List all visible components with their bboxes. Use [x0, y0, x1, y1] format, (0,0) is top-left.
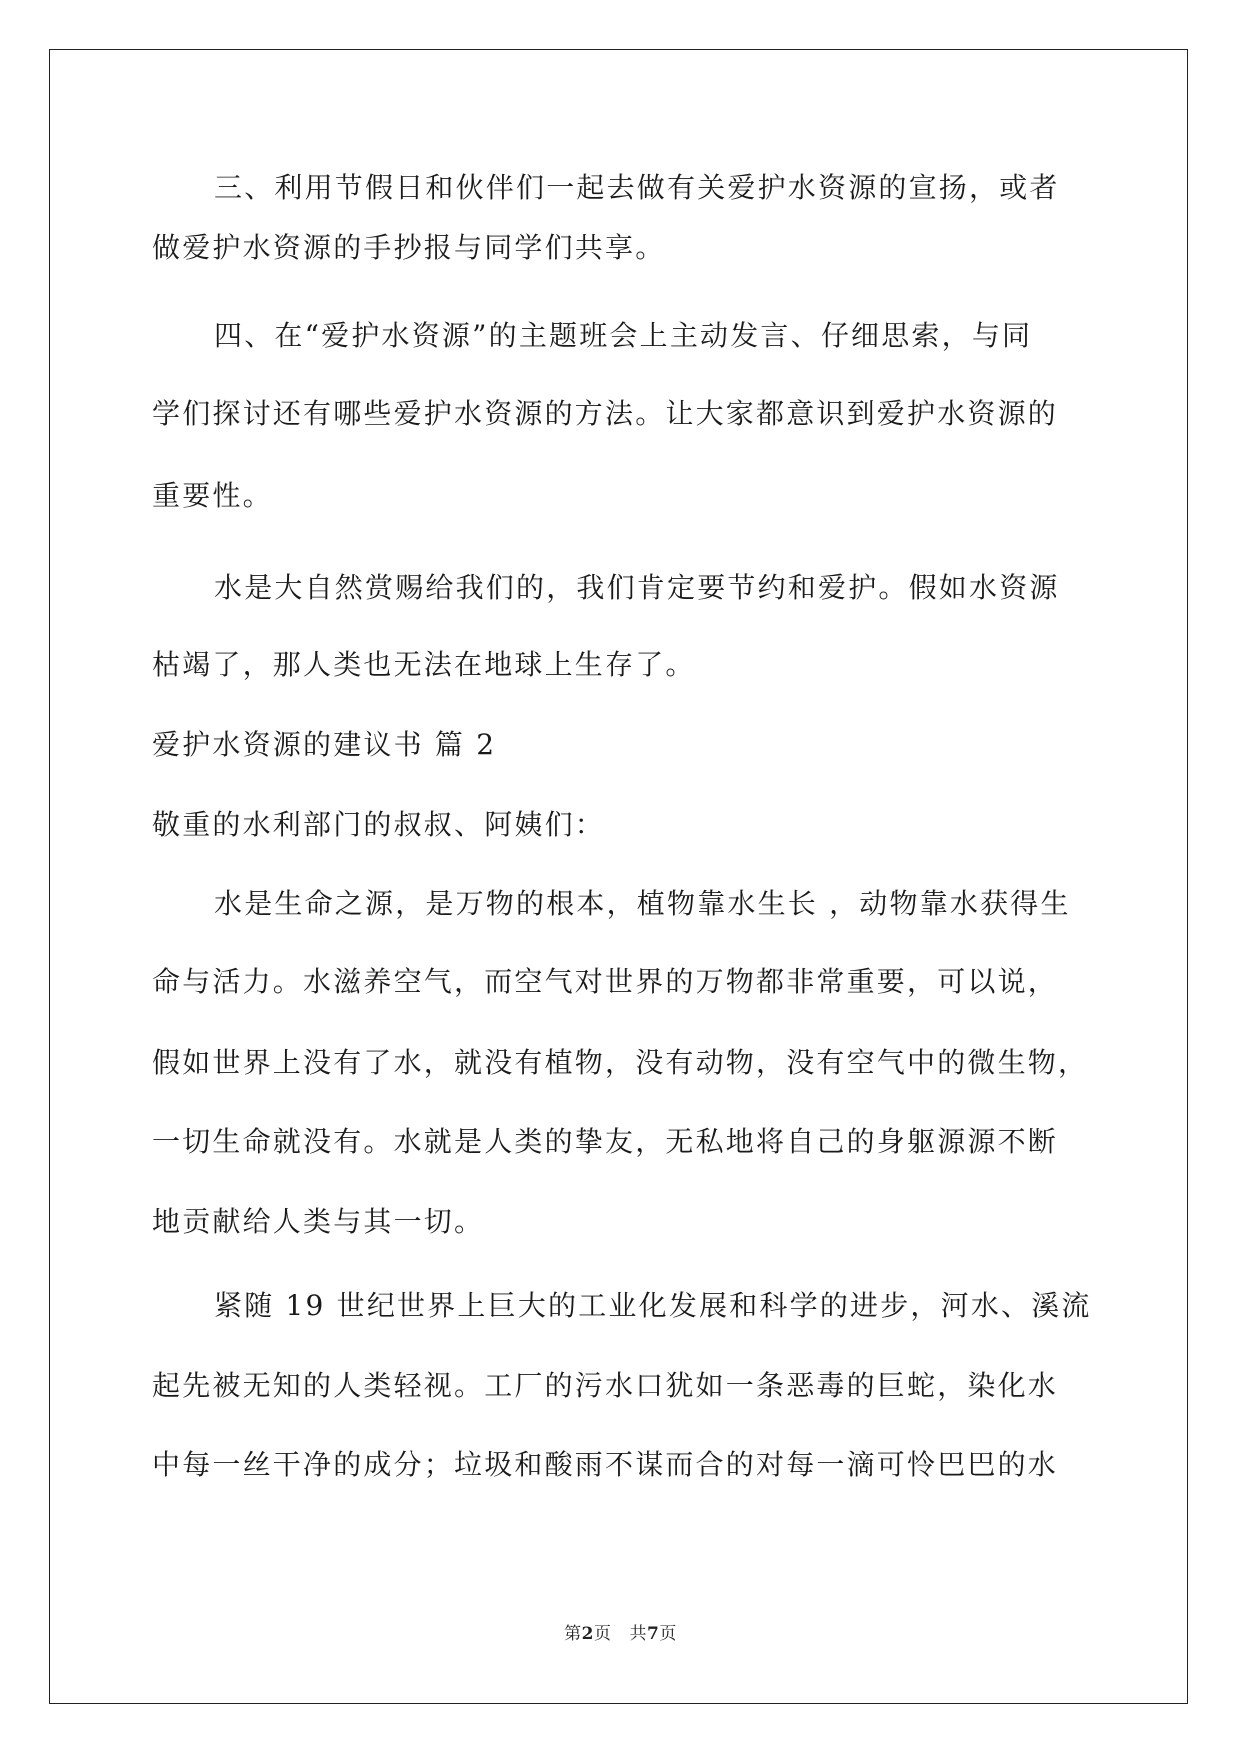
section-heading: 爱护水资源的建议书 篇 2 [152, 728, 497, 761]
page-mid: 页 [594, 1624, 612, 1644]
paragraph-line: 三、利用节假日和伙伴们一起去做有关爱护水资源的宣扬，或者 [214, 171, 1060, 204]
page-footer [0, 1622, 1241, 1646]
paragraph-line: 水是大自然赏赐给我们的，我们肯定要节约和爱护。假如水资源 [214, 571, 1060, 604]
page-current: 2 [581, 1624, 594, 1644]
paragraph-line: 重要性。 [152, 479, 273, 512]
paragraph-line: 枯竭了，那人类也无法在地球上生存了。 [152, 648, 696, 681]
paragraph-line: 起先被无知的人类轻视。工厂的污水口犹如一条恶毒的巨蛇，染化水 [152, 1369, 1059, 1402]
paragraph-line: 中每一丝干净的成分；垃圾和酸雨不谋而合的对每一滴可怜巴巴的水 [152, 1448, 1059, 1481]
total-prefix: 共 [629, 1624, 647, 1644]
paragraph-line: 命与活力。水滋养空气，而空气对世界的万物都非常重要，可以说， [152, 965, 1059, 998]
paragraph-line: 紧随 19 世纪世界上巨大的工业化发展和科学的进步，河水、溪流 [214, 1289, 1092, 1322]
page-total: 7 [647, 1624, 660, 1644]
paragraph-line: 假如世界上没有了水，就没有植物，没有动物，没有空气中的微生物， [152, 1046, 1089, 1079]
paragraph-line: 水是生命之源，是万物的根本，植物靠水生长 ，动物靠水获得生 [214, 887, 1071, 920]
total-suffix: 页 [659, 1624, 677, 1644]
paragraph-line: 地贡献给人类与其一切。 [152, 1205, 485, 1238]
paragraph-line: 四、在“爱护水资源”的主题班会上主动发言、仔细思索，与同 [214, 319, 1033, 352]
paragraph-line: 一切生命就没有。水就是人类的挚友，无私地将自己的身躯源源不断 [152, 1125, 1059, 1158]
salutation: 敬重的水利部门的叔叔、阿姨们： [152, 808, 606, 841]
page-prefix: 第 [564, 1624, 582, 1644]
paragraph-line: 学们探讨还有哪些爱护水资源的方法。让大家都意识到爱护水资源的 [152, 397, 1059, 430]
paragraph-line: 做爱护水资源的手抄报与同学们共享。 [152, 231, 666, 264]
